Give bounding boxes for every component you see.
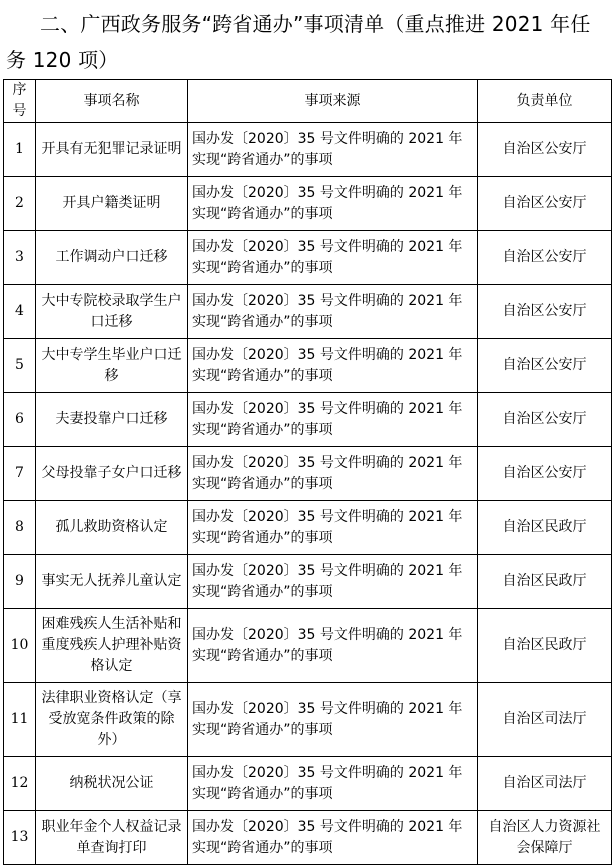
table-row	[4, 123, 612, 177]
item-name: 父母投靠子女户口迁移	[36, 447, 188, 501]
header-no: 序号	[4, 80, 36, 123]
item-source: 国办发〔2020〕35 号文件明确的 2021 年实现“跨省通办”的事项	[188, 231, 478, 285]
row-number: 8	[4, 501, 36, 555]
table-row	[4, 555, 612, 609]
table-row	[4, 339, 612, 393]
row-number: 2	[4, 177, 36, 231]
item-name: 开具户籍类证明	[36, 177, 188, 231]
responsible-unit: 自治区公安厅	[478, 231, 612, 285]
row-number: 12	[4, 757, 36, 811]
table-row	[4, 683, 612, 757]
item-name: 大中专院校录取学生户口迁移	[36, 285, 188, 339]
table-row	[4, 231, 612, 285]
table-row	[4, 757, 612, 811]
row-number: 7	[4, 447, 36, 501]
responsible-unit: 自治区公安厅	[478, 285, 612, 339]
responsible-unit: 自治区民政厅	[478, 501, 612, 555]
table-row	[4, 609, 612, 683]
header-unit: 负责单位	[478, 80, 612, 123]
item-name: 事实无人抚养儿童认定	[36, 555, 188, 609]
item-source: 国办发〔2020〕35 号文件明确的 2021 年实现“跨省通办”的事项	[188, 177, 478, 231]
item-name: 开具有无犯罪记录证明	[36, 123, 188, 177]
item-name: 职业年金个人权益记录单查询打印	[36, 811, 188, 865]
responsible-unit: 自治区人力资源社会保障厅	[478, 811, 612, 865]
responsible-unit: 自治区司法厅	[478, 683, 612, 757]
item-source: 国办发〔2020〕35 号文件明确的 2021 年实现“跨省通办”的事项	[188, 447, 478, 501]
responsible-unit: 自治区司法厅	[478, 757, 612, 811]
item-source: 国办发〔2020〕35 号文件明确的 2021 年实现“跨省通办”的事项	[188, 285, 478, 339]
item-name: 困难残疾人生活补贴和重度残疾人护理补贴资格认定	[36, 609, 188, 683]
item-name: 纳税状况公证	[36, 757, 188, 811]
page-heading: 二、广西政务服务“跨省通办”事项清单（重点推进 2021 年任务 120 项）	[6, 12, 591, 72]
responsible-unit: 自治区公安厅	[478, 393, 612, 447]
table-row	[4, 285, 612, 339]
row-number: 9	[4, 555, 36, 609]
responsible-unit: 自治区公安厅	[478, 447, 612, 501]
item-source: 国办发〔2020〕35 号文件明确的 2021 年实现“跨省通办”的事项	[188, 811, 478, 865]
item-source: 国办发〔2020〕35 号文件明确的 2021 年实现“跨省通办”的事项	[188, 555, 478, 609]
table-row	[4, 811, 612, 865]
responsible-unit: 自治区民政厅	[478, 555, 612, 609]
row-number: 10	[4, 609, 36, 683]
responsible-unit: 自治区公安厅	[478, 177, 612, 231]
row-number: 5	[4, 339, 36, 393]
responsible-unit: 自治区民政厅	[478, 609, 612, 683]
table-header-row	[4, 80, 612, 123]
table-row	[4, 393, 612, 447]
header-source: 事项来源	[188, 80, 478, 123]
responsible-unit: 自治区公安厅	[478, 123, 612, 177]
item-source: 国办发〔2020〕35 号文件明确的 2021 年实现“跨省通办”的事项	[188, 757, 478, 811]
item-name: 夫妻投靠户口迁移	[36, 393, 188, 447]
item-name: 工作调动户口迁移	[36, 231, 188, 285]
item-name: 大中专学生毕业户口迁移	[36, 339, 188, 393]
item-source: 国办发〔2020〕35 号文件明确的 2021 年实现“跨省通办”的事项	[188, 501, 478, 555]
item-source: 国办发〔2020〕35 号文件明确的 2021 年实现“跨省通办”的事项	[188, 609, 478, 683]
table-row	[4, 501, 612, 555]
item-name: 孤儿救助资格认定	[36, 501, 188, 555]
row-number: 11	[4, 683, 36, 757]
item-source: 国办发〔2020〕35 号文件明确的 2021 年实现“跨省通办”的事项	[188, 123, 478, 177]
row-number: 3	[4, 231, 36, 285]
table-row	[4, 177, 612, 231]
table-row	[4, 447, 612, 501]
row-number: 4	[4, 285, 36, 339]
row-number: 1	[4, 123, 36, 177]
item-source: 国办发〔2020〕35 号文件明确的 2021 年实现“跨省通办”的事项	[188, 683, 478, 757]
row-number: 6	[4, 393, 36, 447]
responsible-unit: 自治区公安厅	[478, 339, 612, 393]
header-name: 事项名称	[36, 80, 188, 123]
items-table	[3, 79, 612, 865]
item-source: 国办发〔2020〕35 号文件明确的 2021 年实现“跨省通办”的事项	[188, 339, 478, 393]
row-number: 13	[4, 811, 36, 865]
item-name: 法律职业资格认定（享受放宽条件政策的除外）	[36, 683, 188, 757]
item-source: 国办发〔2020〕35 号文件明确的 2021 年实现“跨省通办”的事项	[188, 393, 478, 447]
